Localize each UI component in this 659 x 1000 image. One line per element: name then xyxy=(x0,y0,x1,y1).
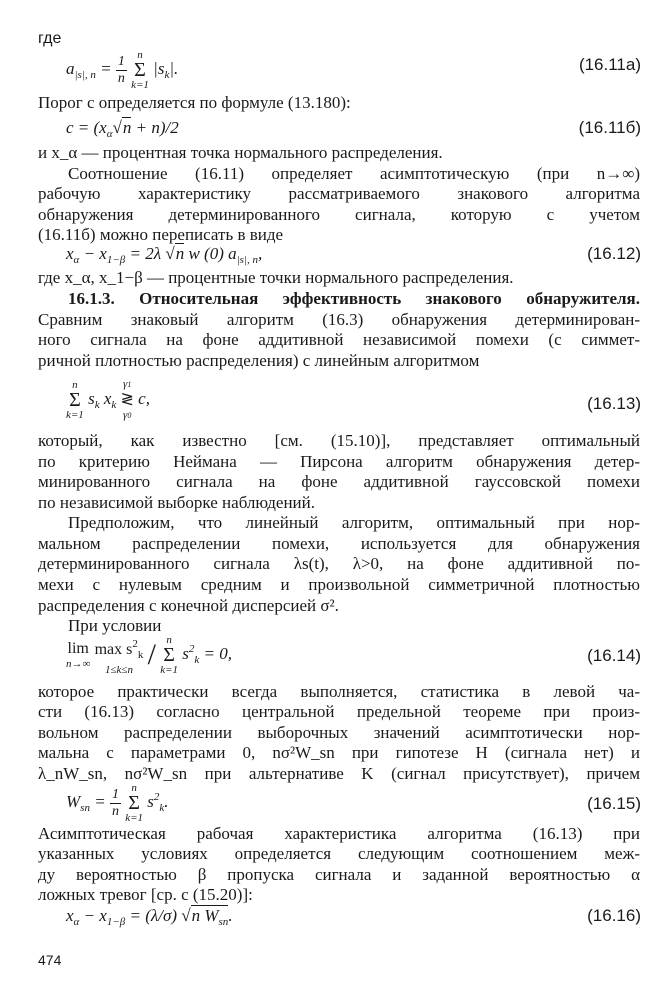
page-number: 474 xyxy=(38,952,62,968)
text-line: вольном распределении выборочных значений асимптотически нор- xyxy=(38,723,640,742)
text-line: λ_nW_sn, nσ²W_sn при альтернативе K (сигнал присутствует), причем xyxy=(38,764,640,783)
equation-number: (16.15) xyxy=(587,794,641,813)
text-line: сти (16.13) согласно центральной предельной теореме при произ- xyxy=(38,702,640,721)
equation-16-11a: $a_{|s|, n}$ = $\frac{1}{n}$ n Σ k=1 $|s_k|$. xyxy=(66,49,179,91)
text-line: который, как известно [см. (15.10)], представляет оптимальный xyxy=(38,431,640,450)
section-heading: 16.1.3. Относительная эффективность знакового обнаружителя. xyxy=(68,289,640,308)
equation-16-14: lim n→∞ $\max s^2_k$ 1≤k≤n / n Σ k=1 $s^2_k = 0$, xyxy=(66,634,233,676)
text-line: и x_α — процентная точка нормального распределения. xyxy=(38,143,443,162)
text-line: распределения с конечной дисперсией σ². xyxy=(38,596,339,615)
equation-number: (16.13) xyxy=(587,394,641,413)
text-line: которое практически всегда выполняется, статистика в левой ча- xyxy=(38,682,640,701)
text-line: по независимой выборке наблюдений. xyxy=(38,493,315,512)
text-line: Соотношение (16.11) определяет асимптотическую (при n→∞) xyxy=(68,164,640,183)
equation-number: (16.11б) xyxy=(578,118,641,137)
text-line: Сравним знаковый алгоритм (16.3) обнаружения детерминирован- xyxy=(38,310,640,329)
equation-16-15: $W_{sn}$ = $\frac{1}{n}$ n Σ k=1 $s^2_k$. xyxy=(66,782,169,824)
equation-16-12: $x_\alpha - x_{1-\beta} = 2\lambda$ √n w (0) $a_{|s|, n}$, xyxy=(66,244,263,266)
text-line: мальном распределении помехи, используется для обнаружения xyxy=(38,534,640,553)
text-line: рабочую характеристику рассматриваемого знакового алгоритма xyxy=(38,184,640,203)
equation-number: (16.16) xyxy=(587,906,641,925)
text-line: детерминированного сигнала λs(t), λ>0, на фоне аддитивной по- xyxy=(38,554,640,573)
text-line: ного сигнала на фоне аддитивной независимой помехи (с симмет- xyxy=(38,330,640,349)
text-line: минированного сигнала на фоне аддитивной гауссовской помехи xyxy=(38,472,640,491)
text-line: указанных условиях определяется следующим соотношением меж- xyxy=(38,844,640,863)
text-line: Предположим, что линейный алгоритм, оптимальный при нор- xyxy=(68,513,640,532)
equation-16-11b: $c = (x_\alpha√n + n)/2$ xyxy=(66,118,179,140)
text-line: мехи с нулевым средним и произвольной симметричной плотностью xyxy=(38,575,640,594)
text-line: мальна с параметрами 0, nσ²W_sn при гипотезе H (сигнала нет) и xyxy=(38,743,640,762)
equation-number: (16.14) xyxy=(587,646,641,665)
text-line: Асимптотическая рабочая характеристика алгоритма (16.13) при xyxy=(38,824,640,843)
text-line: При условии xyxy=(68,616,162,635)
text-line: ду вероятностью β пропуска сигнала и заданной вероятностью α xyxy=(38,865,640,884)
equation-number: (16.12) xyxy=(587,244,641,263)
text-line: где x_α, x_1−β — процентные точки нормального распределения. xyxy=(38,268,514,287)
text-line: по критерию Неймана — Пирсона алгоритм обнаружения детер- xyxy=(38,452,640,471)
text-line: Порог c определяется по формуле (13.180): xyxy=(38,93,351,112)
text-line: (16.11б) можно переписать в виде xyxy=(38,225,284,244)
text-line: ложных тревог [ср. с (15.20)]: xyxy=(38,885,253,904)
equation-16-13: n Σ k=1 $s_k$ $x_k$ γ1 ≷ γ0 c, xyxy=(66,378,150,421)
text-line: обнаружения детерминированного сигнала, которую с учетом xyxy=(38,205,640,224)
equation-16-16: $x_\alpha - x_{1-\beta} = (\lambda/\sigma)$ √n $W_{sn}$. xyxy=(66,906,233,928)
text-line: ричной плотностью распределения) с линейным алгоритмом xyxy=(38,351,480,370)
equation-number: (16.11а) xyxy=(578,55,641,74)
text-line: где xyxy=(38,30,62,47)
